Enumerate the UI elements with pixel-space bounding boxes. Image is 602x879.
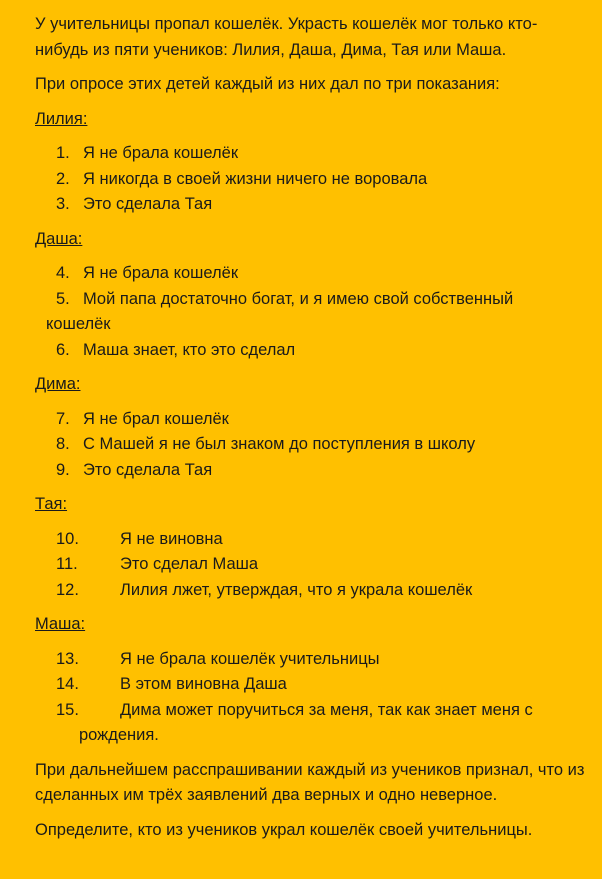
statement-text: Я не брала кошелёк учительницы: [120, 649, 380, 668]
statement-item: [35, 287, 586, 338]
statement-item: [35, 167, 586, 193]
statement-number: 1.: [56, 144, 70, 162]
statement-text: Это сделала Тая: [83, 460, 213, 479]
statement-text: Я никогда в своей жизни ничего не воровала: [83, 169, 428, 188]
intro-paragraph-1: У учительницы пропал кошелёк. Украсть кошелёк мог только кто-нибудь из пяти учеников: Лилия, Даша, Дима, Тая или Маша.: [35, 15, 538, 59]
statement-text: Это сделала Тая: [83, 195, 213, 213]
statement-number: 11.: [56, 555, 78, 573]
statement-item: [35, 578, 586, 604]
statement-list-dima: [35, 407, 586, 484]
statement-text: Я не брал кошелёк: [83, 409, 229, 428]
statement-number: 5.: [56, 289, 70, 308]
statement-list-lilia: [35, 141, 586, 218]
statement-item: [35, 698, 586, 749]
statement-text: В этом виновна Даша: [120, 675, 287, 693]
speaker-name-dasha: Даша:: [35, 229, 83, 248]
statement-number: 2.: [56, 169, 70, 188]
speaker-name-taya: Тая:: [35, 495, 68, 513]
statement-list-dasha: [35, 261, 586, 363]
statement-text: Мой папа достаточно богат, и я имею свой собственный: [83, 289, 514, 308]
statement-item: [35, 527, 586, 553]
statement-item: [35, 338, 586, 364]
statement-text: Дима может поручиться за меня, так как знает меня с: [120, 700, 533, 719]
statement-number: 12.: [56, 580, 79, 599]
statement-item: [35, 647, 586, 673]
statement-item: [35, 458, 586, 484]
statement-text: Это сделал Маша: [120, 555, 259, 573]
speaker-name-masha: Маша:: [35, 615, 86, 633]
speaker-name-lilia: Лилия:: [35, 109, 88, 128]
statement-number: 4.: [56, 264, 70, 282]
statement-number: 8.: [56, 435, 70, 453]
statement-text-continuation: рождения.: [79, 726, 159, 744]
outro-paragraph-1: При дальнейшем расспрашивании каждый из учеников признал, что из сделанных им трёх заявлений два верных и одно неверное.: [35, 760, 585, 804]
statement-text: Я не брала кошелёк: [83, 264, 239, 282]
statement-item: [35, 407, 586, 433]
statement-item: [35, 261, 586, 287]
statement-number: 9.: [56, 460, 70, 479]
speaker-name-dima: Дима:: [35, 375, 81, 393]
statement-text: Я не виновна: [120, 529, 223, 548]
statement-number: 13.: [56, 649, 79, 668]
statement-item: [35, 672, 586, 698]
statement-number: 6.: [56, 340, 70, 359]
statement-list-taya: [35, 527, 586, 604]
statement-text-continuation: кошелёк: [46, 315, 111, 333]
statement-number: 14.: [56, 675, 79, 693]
statement-number: 3.: [56, 195, 70, 213]
intro-paragraph-2: При опросе этих детей каждый из них дал по три показания:: [35, 75, 500, 93]
statement-text: С Машей я не был знаком до поступления в школу: [83, 435, 476, 453]
statement-number: 10.: [56, 529, 79, 548]
statement-text: Маша знает, кто это сделал: [83, 340, 296, 359]
statement-item: [35, 432, 586, 458]
statement-item: [35, 141, 586, 167]
outro-paragraph-2: Определите, кто из учеников украл кошелёк своей учительницы.: [35, 820, 533, 839]
statement-list-masha: [35, 647, 586, 749]
statement-item: [35, 552, 586, 578]
statement-number: 7.: [56, 409, 70, 428]
statement-item: [35, 192, 586, 218]
statement-text: Я не брала кошелёк: [83, 144, 239, 162]
statement-text: Лилия лжет, утверждая, что я украла кошелёк: [120, 580, 473, 599]
statement-number: 15.: [56, 700, 79, 719]
